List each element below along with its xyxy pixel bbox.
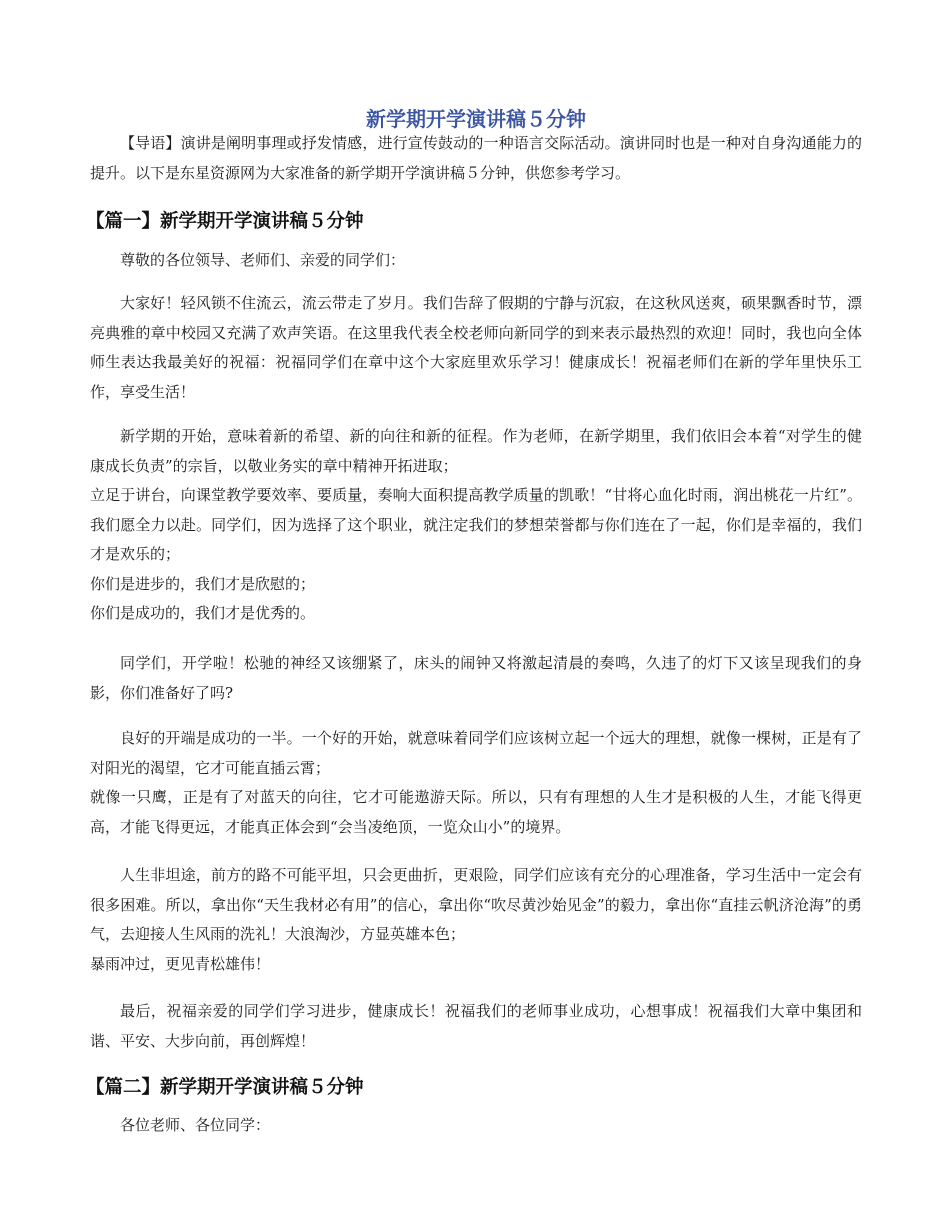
intro-paragraph: 【导语】演讲是阐明事理或抒发情感，进行宣传鼓动的一种语言交际活动。演讲同时也是一种对自身沟通能力的提升。以下是东星资源网为大家准备的新学期开学演讲稿５分钟，供您参考学习。 bbox=[90, 134, 862, 182]
section-1-paragraph-1: 大家好！轻风锁不住流云，流云带走了岁月。我们告辞了假期的宁静与沉寂，在这秋风送爽，硕果飘香时节，漂亮典雅的章中校园又充满了欢声笑语。在这里我代表全校老师向新同学的到来表示最热烈的欢迎！同时，我也向全体师生表达我最美好的祝福：祝福同学们在章中这个大家庭里欢乐学习！健康成长！祝福老师们在新的学年里快乐工作，享受生活！ bbox=[90, 294, 862, 401]
section-1-greeting-block bbox=[90, 246, 862, 276]
section-1-paragraph-6: 同学们，开学啦！松驰的神经又该绷紧了，床头的闹钟又将激起清晨的奏鸣，久违了的灯下又该呈现我们的身影，你们准备好了吗? bbox=[90, 654, 862, 702]
section-1-heading: 【篇一】新学期开学演讲稿５分钟 bbox=[86, 211, 364, 232]
section-1-paragraph-4: 你们是进步的，我们才是欣慰的； bbox=[90, 574, 316, 593]
section-1-paragraph-11: 最后，祝福亲爱的同学们学习进步，健康成长！祝福我们的老师事业成功，心想事成！祝福我们大章中集团和谐、平安、大步向前，再创辉煌！ bbox=[90, 1002, 862, 1050]
section-2-greeting: 各位老师、各位同学： bbox=[120, 1116, 271, 1134]
section-1-paragraph-group-4 bbox=[90, 724, 862, 842]
section-1-paragraph-group-5 bbox=[90, 861, 862, 979]
section-1-paragraph-group-6 bbox=[90, 997, 862, 1056]
section-1-paragraph-group-3 bbox=[90, 649, 862, 708]
section-1-paragraph-7: 良好的开端是成功的一半。一个好的开始，就意味着同学们应该树立起一个远大的理想，就像一棵树，正是有了对阳光的渴望，它才可能直插云霄； bbox=[90, 729, 862, 777]
section-1-paragraph-group-2 bbox=[90, 422, 862, 629]
section-1-greeting: 尊敬的各位领导、老师们、亲爱的同学们： bbox=[120, 251, 406, 269]
section-1-paragraph-5: 你们是成功的，我们才是优秀的。 bbox=[90, 604, 316, 622]
section-1-paragraph-9: 人生非坦途，前方的路不可能平坦，只会更曲折，更艰险，同学们应该有充分的心理准备，学习生活中一定会有很多困难。所以，拿出你“天生我材必有用”的信心，拿出你“吹尽黄沙始见金”的毅力，拿出你“直挂云帆济沧海”的勇气，去迎接人生风雨的洗礼！大浪淘沙，方显英雄本色； bbox=[90, 866, 862, 943]
section-2-heading: 【篇二】新学期开学演讲稿５分钟 bbox=[86, 1077, 364, 1098]
section-1-paragraph-3: 立足于讲台，向课堂教学要效率、要质量，奏响大面积提高教学质量的凯歌！“甘将心血化时雨，润出桃花一片红”。我们愿全力以赴。同学们，因为选择了这个职业，就注定我们的梦想荣誉都与你们连在了一起，你们是幸福的，我们才是欢乐的； bbox=[90, 486, 862, 563]
document-title: 新学期开学演讲稿５分钟 bbox=[366, 107, 586, 131]
section-1-paragraph-8: 就像一只鹰，正是有了对蓝天的向往，它才可能遨游天际。所以，只有有理想的人生才是积极的人生，才能飞得更高，才能飞得更远，才能真正体会到“会当凌绝顶，一览众山小”的境界。 bbox=[90, 788, 862, 836]
section-1-paragraph-10: 暴雨冲过，更见青松雄伟！ bbox=[90, 954, 271, 973]
section-2-greeting-block bbox=[90, 1111, 862, 1141]
section-1-paragraph-group-1 bbox=[90, 289, 862, 407]
section-1-paragraph-2: 新学期的开始，意味着新的希望、新的向往和新的征程。作为老师，在新学期里，我们依旧会本着“对学生的健康成长负责”的宗旨，以敬业务实的章中精神开拓进取； bbox=[90, 427, 862, 475]
intro-block bbox=[90, 129, 862, 188]
